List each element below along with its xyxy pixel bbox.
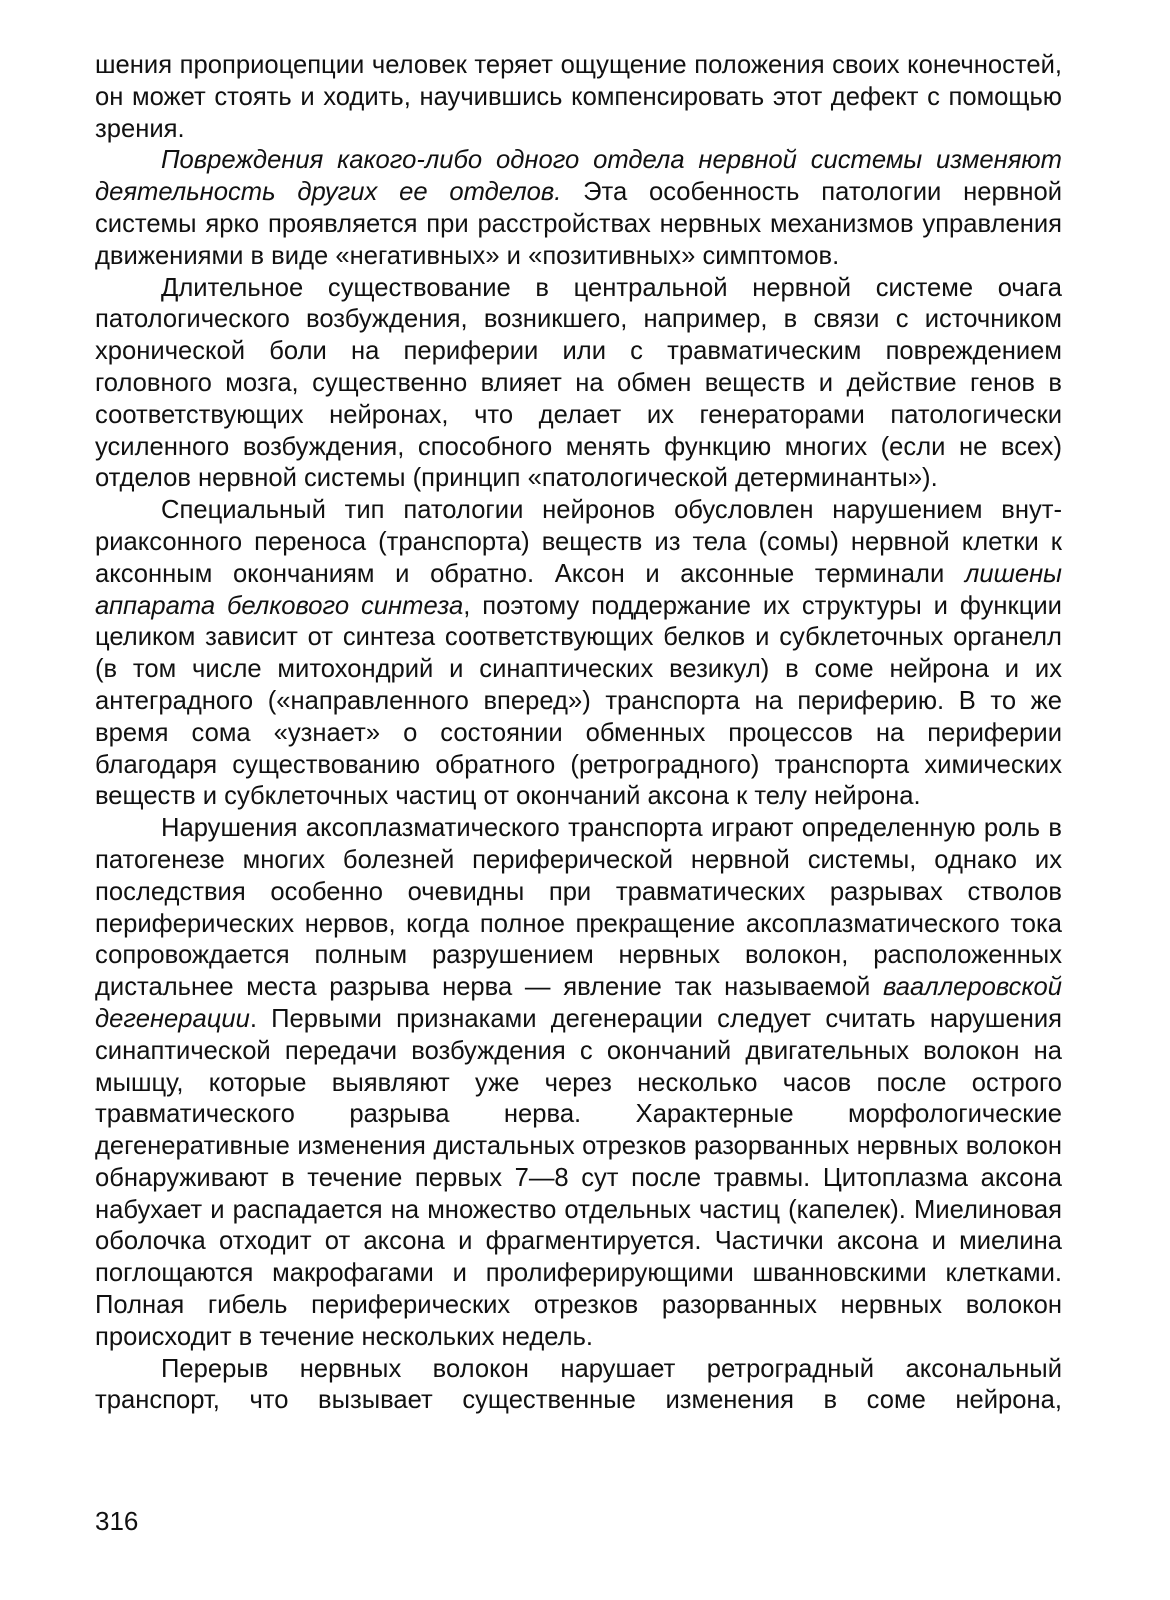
italic-text: лишены аппарата белкового синтеза bbox=[95, 559, 1062, 620]
text-run: , поэтому поддержание их структуры и функции целиком зависит от синтеза соответствующих белков и субклеточных органелл (в том числе митохондрий и синаптических везикул) в соме нейрона и их антеградного («направленного вперед») транспорта на периферию. В то же время сома «узнает» о состоянии обменных процессов на периферии благодаря существованию обратного (ретроградного) транспорта химических веществ и субклеточных частиц от окончаний аксона к телу нейрона. bbox=[95, 591, 1062, 811]
paragraph bbox=[95, 495, 1062, 813]
italic-text: ваaллеровской дегенерации bbox=[95, 973, 1062, 1033]
body-text bbox=[95, 50, 1062, 1417]
paragraph bbox=[95, 50, 1062, 145]
paragraph bbox=[95, 1354, 1062, 1418]
text-run: Специальный тип патологии нейронов обусловлен нарушением внутриаксонного переноса (транспорта) веществ из тела (сомы) нервной клетки к аксонным окончаниям и обратно. Аксон и аксонные терминали bbox=[95, 496, 1062, 588]
italic-text: Повреждения какого-либо одного отдела нервной системы изменяют деятельность других ее отделов. bbox=[95, 146, 1062, 207]
paragraph bbox=[95, 145, 1062, 272]
paragraph bbox=[95, 813, 1062, 1354]
text-run: Эта особенность патологии нервной системы ярко проявляется при расстройствах нервных механизмов управления движениями в виде «негативных» и «позитивных» симптомов. bbox=[95, 178, 1062, 270]
text-run: шения проприоцепции человек теряет ощущение положения своих конечностей, он может стоять и ходить, научившись компенсировать этот дефект с помощью зрения. bbox=[95, 51, 1062, 143]
text-run: . Первыми признаками дегенерации следует считать нарушения синаптической передачи возбуждения с окончаний двигательных волокон на мышцу, которые выявляют уже через несколько часов после острого травматического разрыва нерва. Характерные морфологические дегенеративные изменения дистальных отрезков разорванных нервных волокон обнаруживают в течение первых 7—8 сут после травмы. Цитоплазма аксона набухает и распадается на множество отдельных частиц (капелек). Миелиновая оболочка отходит от аксона и фрагментируется. Частички аксона и миелина поглощаются макрофагами и пролиферирующими шванновскими клетками. Полная гибель периферических отрезков разорванных нервных волокон происходит в течение нескольких недель. bbox=[95, 1004, 1062, 1351]
page-number: 316 bbox=[95, 1506, 139, 1536]
text-run: Длительное существование в центральной нервной системе очага патологического возбуждения, возникшего, например, в связи с источником хронической боли на периферии или с травматическим повреждением головного мозга, существенно влияет на обмен веществ и действие генов в соответствующих нейронах, что делает их генераторами патологически усиленного возбуждения, способного менять функцию многих (если не всех) отделов нервной системы (принцип «патологической детерминанты»). bbox=[95, 273, 1062, 493]
paragraph bbox=[95, 273, 1062, 496]
text-run: Нарушения аксоплазматического транспорта играют определенную роль в патогенезе многих болезней периферической нервной системы, однако их последствия особенно очевидны при травматических разрывах стволов периферических нервов, когда полное прекращение аксоплазматического тока сопровождается полным разрушением нервных волокон, расположенных дистальнее места разрыва нерва — явление так называемой bbox=[95, 814, 1062, 1002]
text-run: Перерыв нервных волокон нарушает ретроградный аксональный транспорт, что вызывает существенные изменения в соме нейрона, bbox=[95, 1354, 1062, 1415]
